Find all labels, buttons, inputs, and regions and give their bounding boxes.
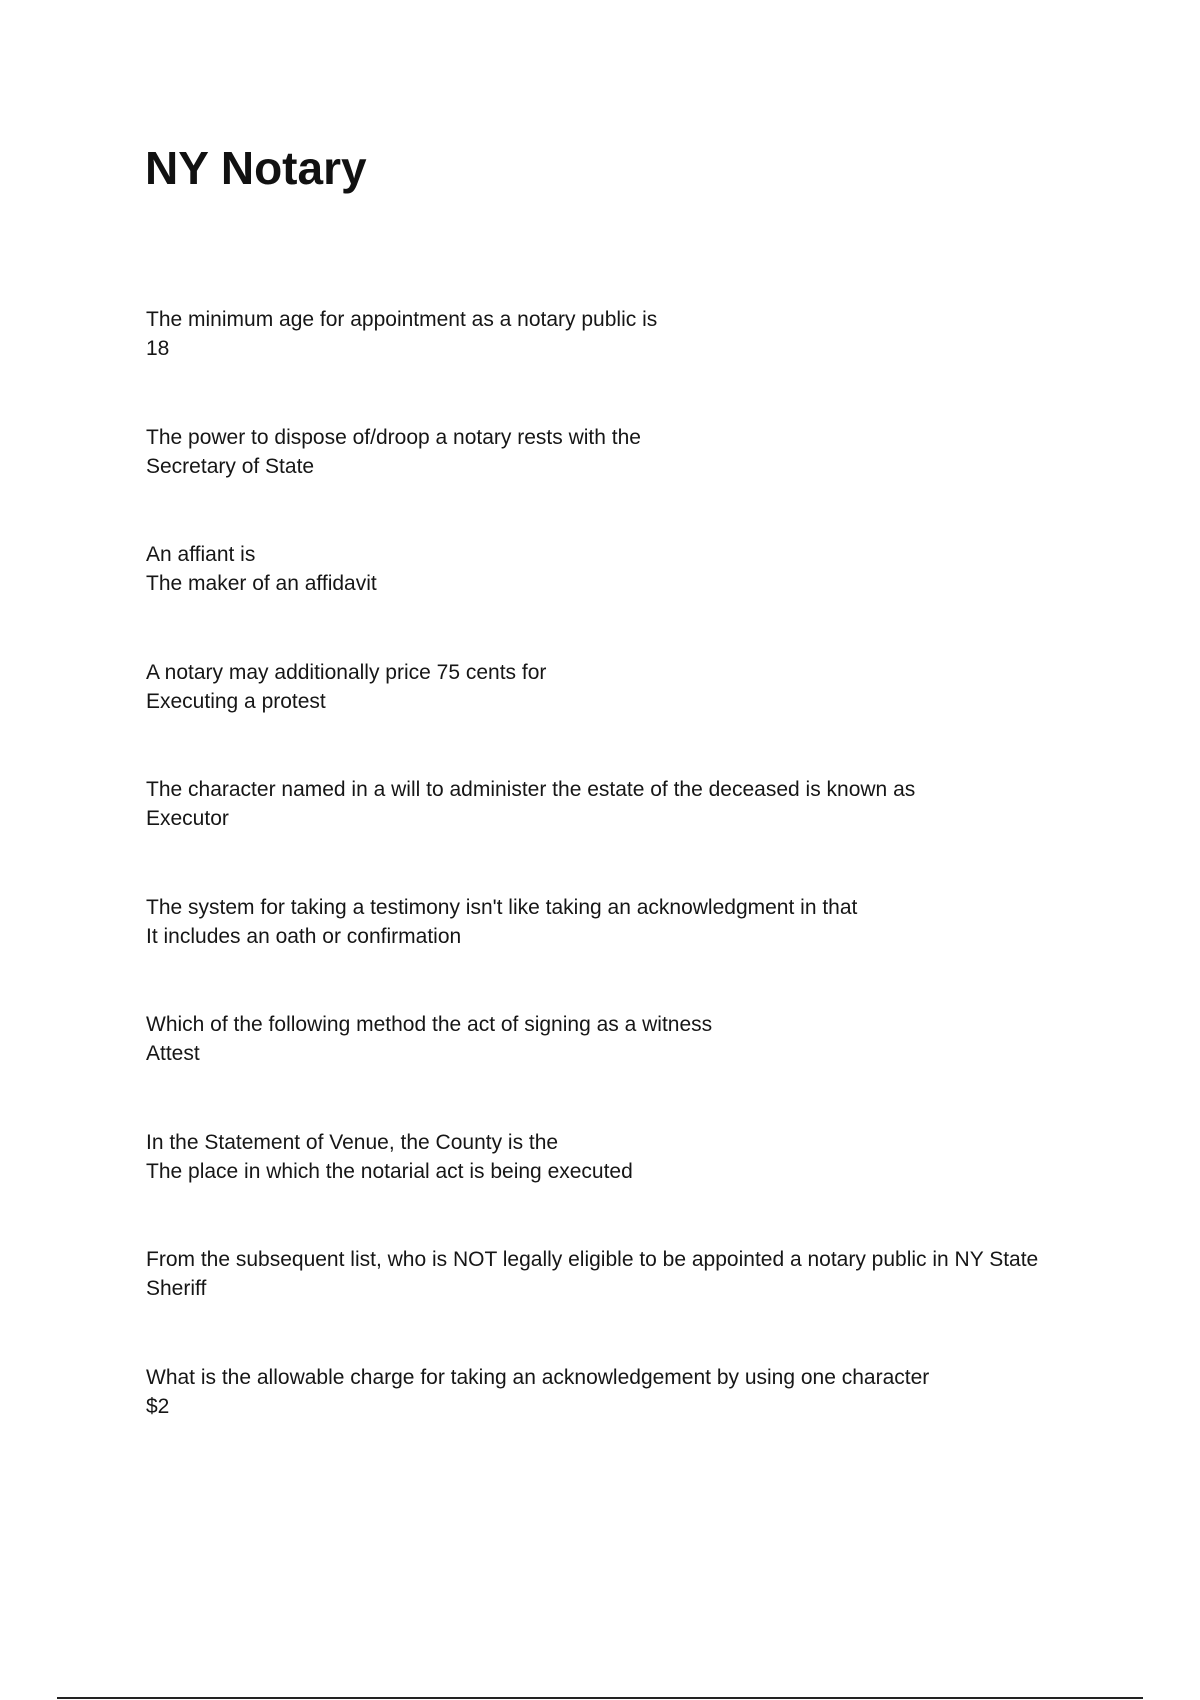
qa-item <box>146 305 1146 423</box>
question-text: A notary may additionally price 75 cents for <box>146 660 547 684</box>
question-text: Which of the following method the act of signing as a witness <box>146 1013 713 1036</box>
qa-item <box>146 1363 1146 1481</box>
answer-text: Sheriff <box>146 1277 207 1300</box>
qa-item <box>146 540 1146 658</box>
answer-text: The maker of an affidavit <box>146 572 377 595</box>
answer-text: The place in which the notarial act is being executed <box>146 1159 633 1183</box>
answer-text: Attest <box>146 1042 200 1065</box>
qa-item <box>146 775 1146 893</box>
qa-item <box>146 1128 1146 1246</box>
page-title: NY Notary <box>145 142 367 194</box>
qa-item <box>146 658 1146 776</box>
qa-item <box>146 1010 1146 1128</box>
qa-list <box>146 305 1146 1480</box>
answer-text: $2 <box>146 1394 170 1418</box>
question-text: The power to dispose of/droop a notary rests with the <box>146 425 641 449</box>
question-text: In the Statement of Venue, the County is the <box>146 1130 559 1154</box>
answer-text: Executor <box>146 807 229 830</box>
answer-text: Executing a protest <box>146 689 326 713</box>
answer-text: 18 <box>146 337 170 360</box>
question-text: The system for taking a testimony isn't like taking an acknowledgment in that <box>146 895 858 919</box>
question-text: The character named in a will to administer the estate of the deceased is known as <box>146 778 916 801</box>
question-text: What is the allowable charge for taking an acknowledgement by using one character <box>146 1365 930 1389</box>
qa-item <box>146 423 1146 541</box>
qa-item <box>146 1245 1146 1363</box>
page-bottom-rule <box>57 1697 1143 1699</box>
question-text: From the subsequent list, who is NOT legally eligible to be appointed a notary public in NY State <box>146 1248 1039 1271</box>
answer-text: Secretary of State <box>146 454 315 478</box>
qa-item <box>146 893 1146 1011</box>
question-text: The minimum age for appointment as a notary public is <box>146 308 658 331</box>
answer-text: It includes an oath or confirmation <box>146 924 462 948</box>
question-text: An affiant is <box>146 543 256 566</box>
